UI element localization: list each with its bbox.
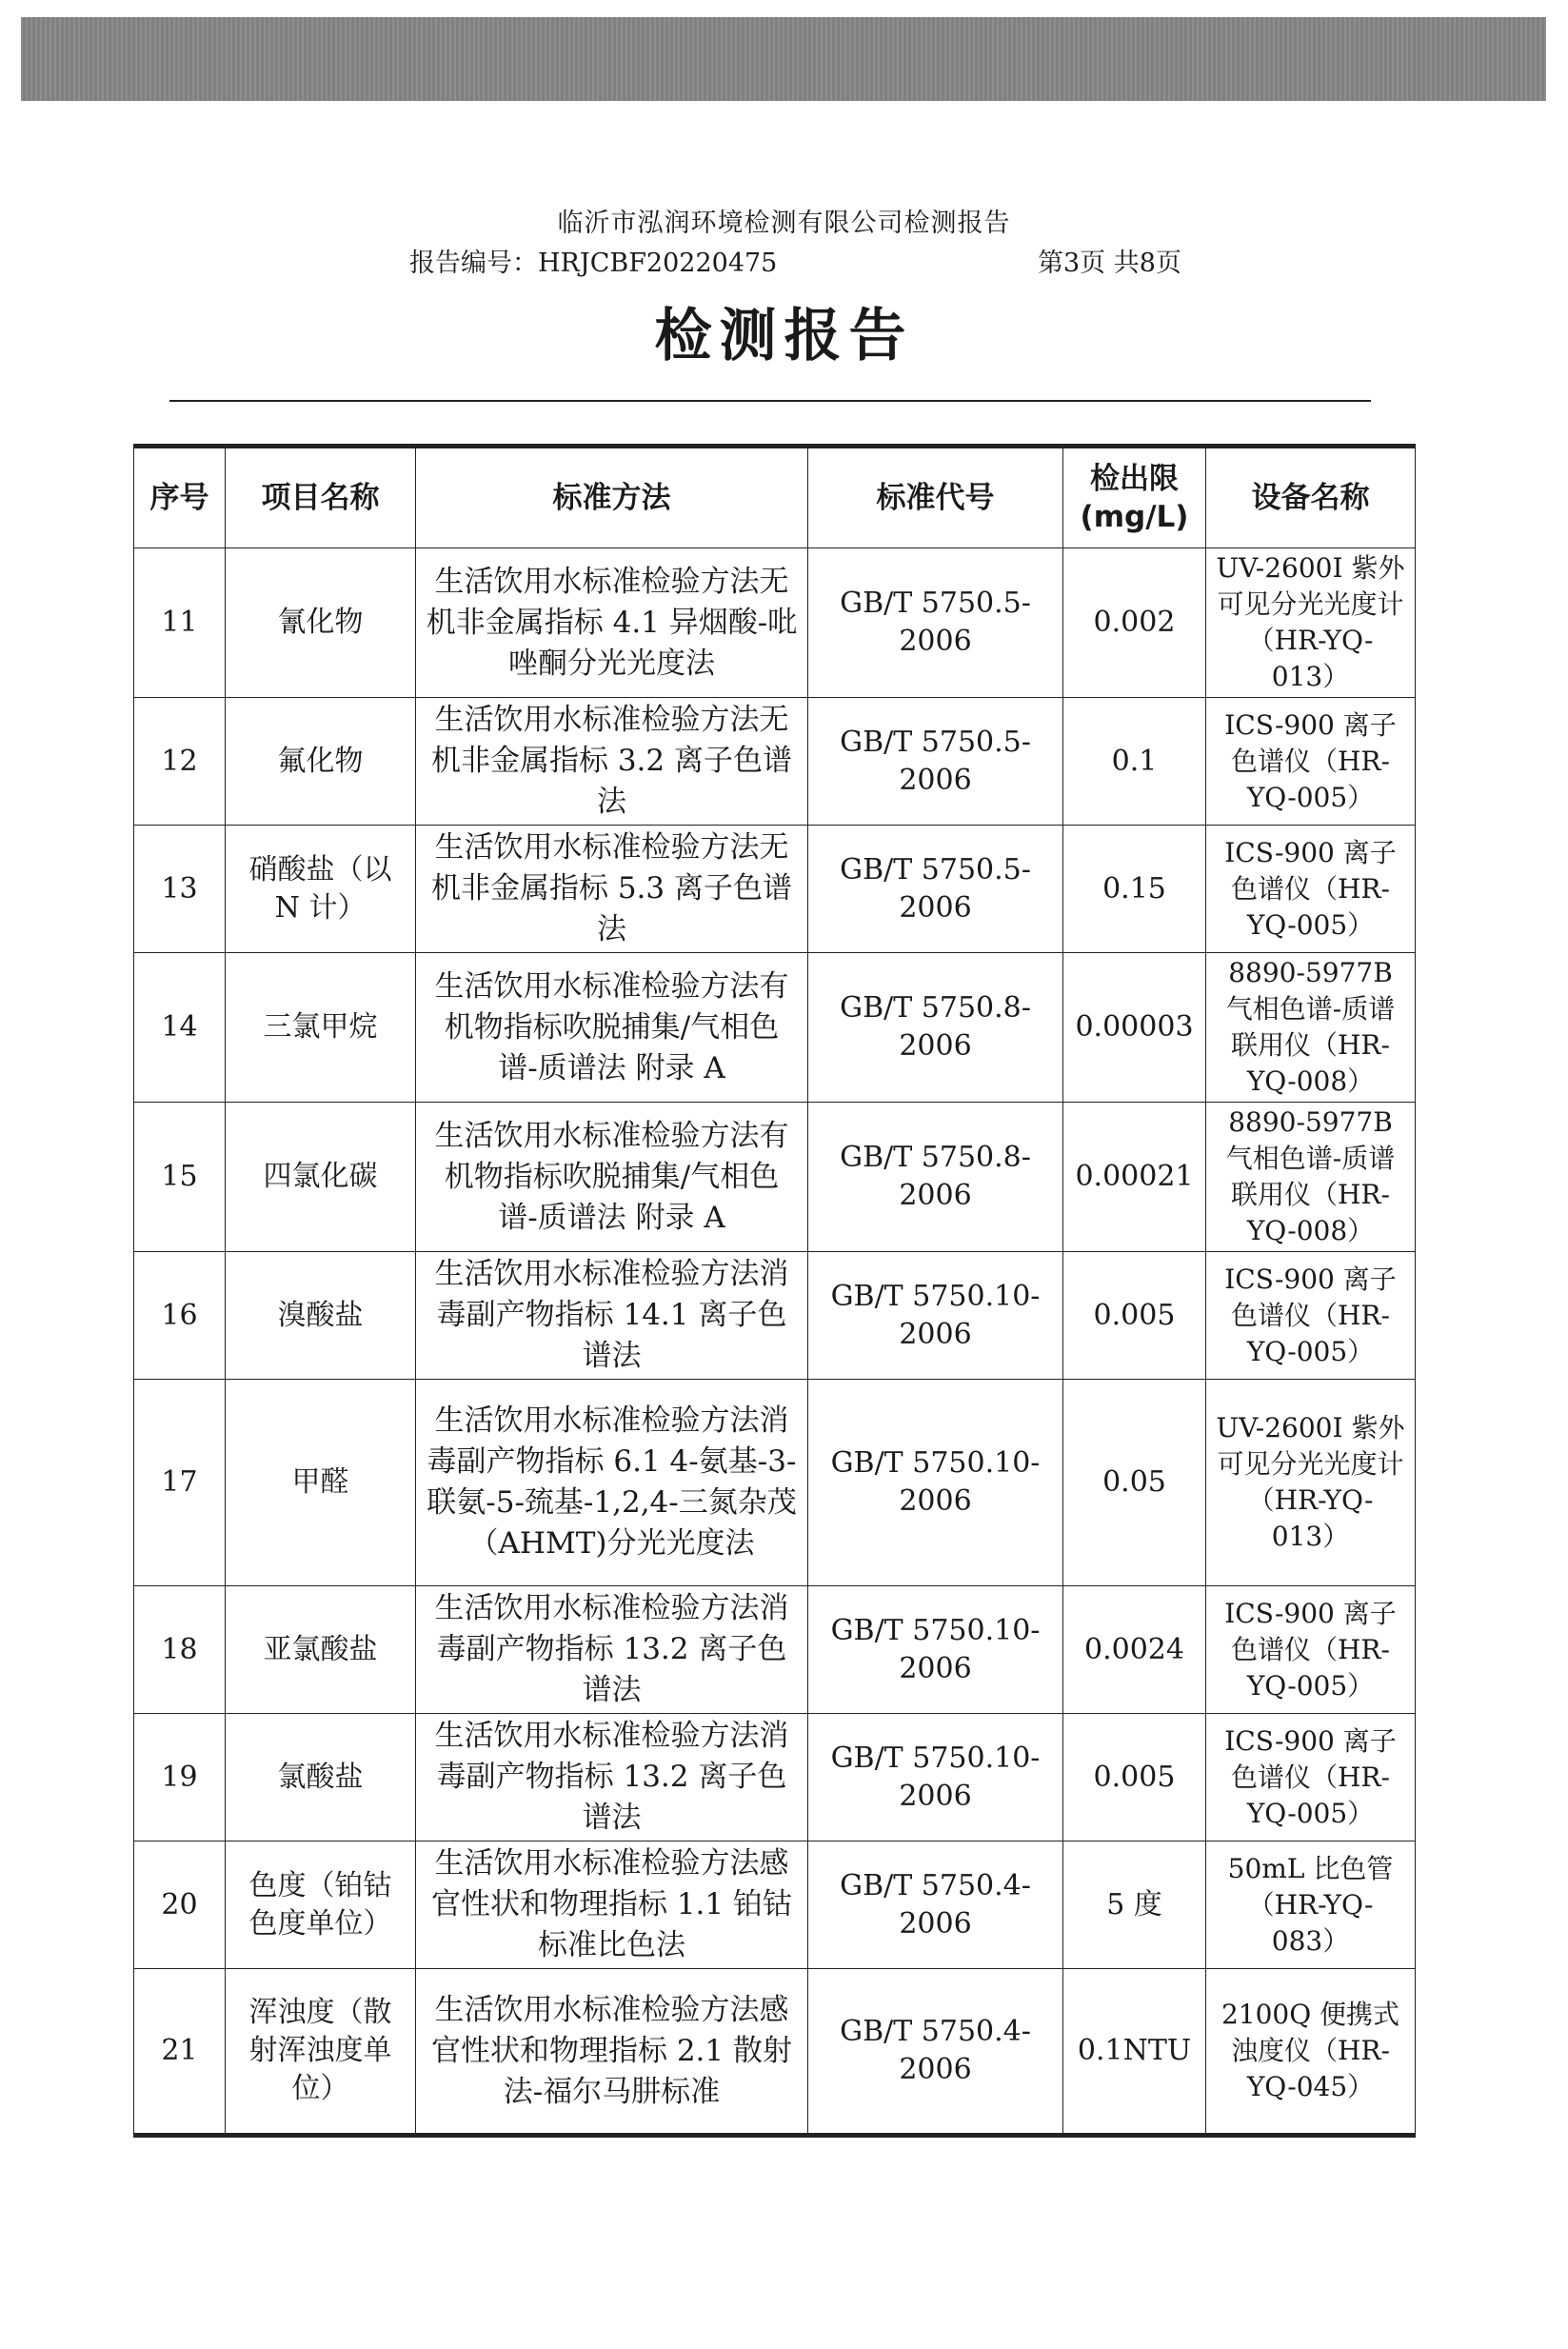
row-limit: 0.005 [1063,1252,1206,1380]
company-header: 临沂市泓润环境检测有限公司检测报告 [557,209,1011,238]
row-code: GB/T 5750.4-2006 [808,1969,1063,2136]
scan-header-bar [21,17,1546,101]
table-row [134,1841,1416,1969]
row-item: 氟化物 [226,698,416,826]
row-code: GB/T 5750.4-2006 [808,1841,1063,1969]
row-equipment: ICS-900 离子色谱仪（HR-YQ-005） [1206,1586,1416,1714]
table-row [134,1586,1416,1714]
row-limit: 0.005 [1063,1714,1206,1841]
row-limit: 0.05 [1063,1380,1206,1586]
row-code: GB/T 5750.5-2006 [808,698,1063,826]
row-code: GB/T 5750.8-2006 [808,953,1063,1103]
row-equipment: 2100Q 便携式浊度仪（HR-YQ-045） [1206,1969,1416,2136]
table-row [134,826,1416,953]
row-method: 生活饮用水标准检验方法有机物指标吹脱捕集/气相色谱-质谱法 附录 A [416,953,808,1103]
row-no: 12 [134,698,226,826]
row-no: 17 [134,1380,226,1586]
row-equipment: UV-2600I 紫外可见分光光度计（HR-YQ-013） [1206,548,1416,698]
table-row [134,548,1416,698]
row-code: GB/T 5750.5-2006 [808,548,1063,698]
row-limit: 5 度 [1063,1841,1206,1969]
row-equipment: ICS-900 离子色谱仪（HR-YQ-005） [1206,1714,1416,1841]
report-title: 检测报告 [654,303,914,369]
row-method: 生活饮用水标准检验方法消毒副产物指标 6.1 4-氨基-3-联氨-5-巯基-1,2,4-三氮杂茂（AHMT)分光光度法 [416,1380,808,1586]
row-item: 甲醛 [226,1380,416,1586]
col-header-item: 项目名称 [226,447,416,548]
col-header-limit: 检出限 (mg/L) [1063,447,1206,548]
row-method: 生活饮用水标准检验方法消毒副产物指标 13.2 离子色谱法 [416,1714,808,1841]
row-equipment: 50mL 比色管（HR-YQ-083） [1206,1841,1416,1969]
col-header-no: 序号 [134,447,226,548]
row-no: 19 [134,1714,226,1841]
row-limit: 0.1NTU [1063,1969,1206,2136]
row-method: 生活饮用水标准检验方法无机非金属指标 5.3 离子色谱法 [416,826,808,953]
row-no: 18 [134,1586,226,1714]
row-limit: 0.0024 [1063,1586,1206,1714]
row-method: 生活饮用水标准检验方法感官性状和物理指标 1.1 铂钴标准比色法 [416,1841,808,1969]
row-method: 生活饮用水标准检验方法有机物指标吹脱捕集/气相色谱-质谱法 附录 A [416,1103,808,1252]
row-item: 溴酸盐 [226,1252,416,1380]
page-number: 第3页 共8页 [1038,249,1181,278]
row-equipment: ICS-900 离子色谱仪（HR-YQ-005） [1206,698,1416,826]
row-limit: 0.1 [1063,698,1206,826]
row-limit: 0.00003 [1063,953,1206,1103]
col-header-method: 标准方法 [416,447,808,548]
table-row [134,1380,1416,1586]
table-row [134,698,1416,826]
row-limit: 0.15 [1063,826,1206,953]
row-code: GB/T 5750.10-2006 [808,1380,1063,1586]
table-row [134,1103,1416,1252]
row-limit: 0.002 [1063,548,1206,698]
row-item: 硝酸盐（以 N 计） [226,826,416,953]
row-no: 14 [134,953,226,1103]
row-equipment: 8890-5977B 气相色谱-质谱联用仪（HR-YQ-008） [1206,1103,1416,1252]
row-item: 浑浊度（散射浑浊度单位） [226,1969,416,2136]
row-item: 氯酸盐 [226,1714,416,1841]
row-item: 亚氯酸盐 [226,1586,416,1714]
table-row [134,1969,1416,2136]
row-equipment: ICS-900 离子色谱仪（HR-YQ-005） [1206,826,1416,953]
row-no: 15 [134,1103,226,1252]
row-no: 20 [134,1841,226,1969]
col-header-code: 标准代号 [808,447,1063,548]
row-method: 生活饮用水标准检验方法无机非金属指标 4.1 异烟酸-吡唑酮分光光度法 [416,548,808,698]
row-method: 生活饮用水标准检验方法消毒副产物指标 14.1 离子色谱法 [416,1252,808,1380]
row-code: GB/T 5750.10-2006 [808,1252,1063,1380]
row-limit: 0.00021 [1063,1103,1206,1252]
row-item: 色度（铂钴色度单位） [226,1841,416,1969]
row-item: 四氯化碳 [226,1103,416,1252]
title-divider [169,400,1371,402]
row-item: 氰化物 [226,548,416,698]
row-code: GB/T 5750.8-2006 [808,1103,1063,1252]
row-no: 21 [134,1969,226,2136]
row-code: GB/T 5750.10-2006 [808,1586,1063,1714]
row-equipment: ICS-900 离子色谱仪（HR-YQ-005） [1206,1252,1416,1380]
row-equipment: UV-2600I 紫外可见分光光度计（HR-YQ-013） [1206,1380,1416,1586]
row-no: 16 [134,1252,226,1380]
row-code: GB/T 5750.5-2006 [808,826,1063,953]
row-method: 生活饮用水标准检验方法感官性状和物理指标 2.1 散射法-福尔马肼标准 [416,1969,808,2136]
table-row [134,1714,1416,1841]
row-item: 三氯甲烷 [226,953,416,1103]
table-row [134,1252,1416,1380]
report-number: 报告编号：HRJCBF20220475 [409,249,778,278]
table-header-row [134,447,1416,548]
row-method: 生活饮用水标准检验方法无机非金属指标 3.2 离子色谱法 [416,698,808,826]
row-code: GB/T 5750.10-2006 [808,1714,1063,1841]
row-no: 13 [134,826,226,953]
row-no: 11 [134,548,226,698]
detection-method-table [133,444,1416,2138]
row-method: 生活饮用水标准检验方法消毒副产物指标 13.2 离子色谱法 [416,1586,808,1714]
col-header-equipment: 设备名称 [1206,447,1416,548]
table-row [134,953,1416,1103]
row-equipment: 8890-5977B 气相色谱-质谱联用仪（HR-YQ-008） [1206,953,1416,1103]
